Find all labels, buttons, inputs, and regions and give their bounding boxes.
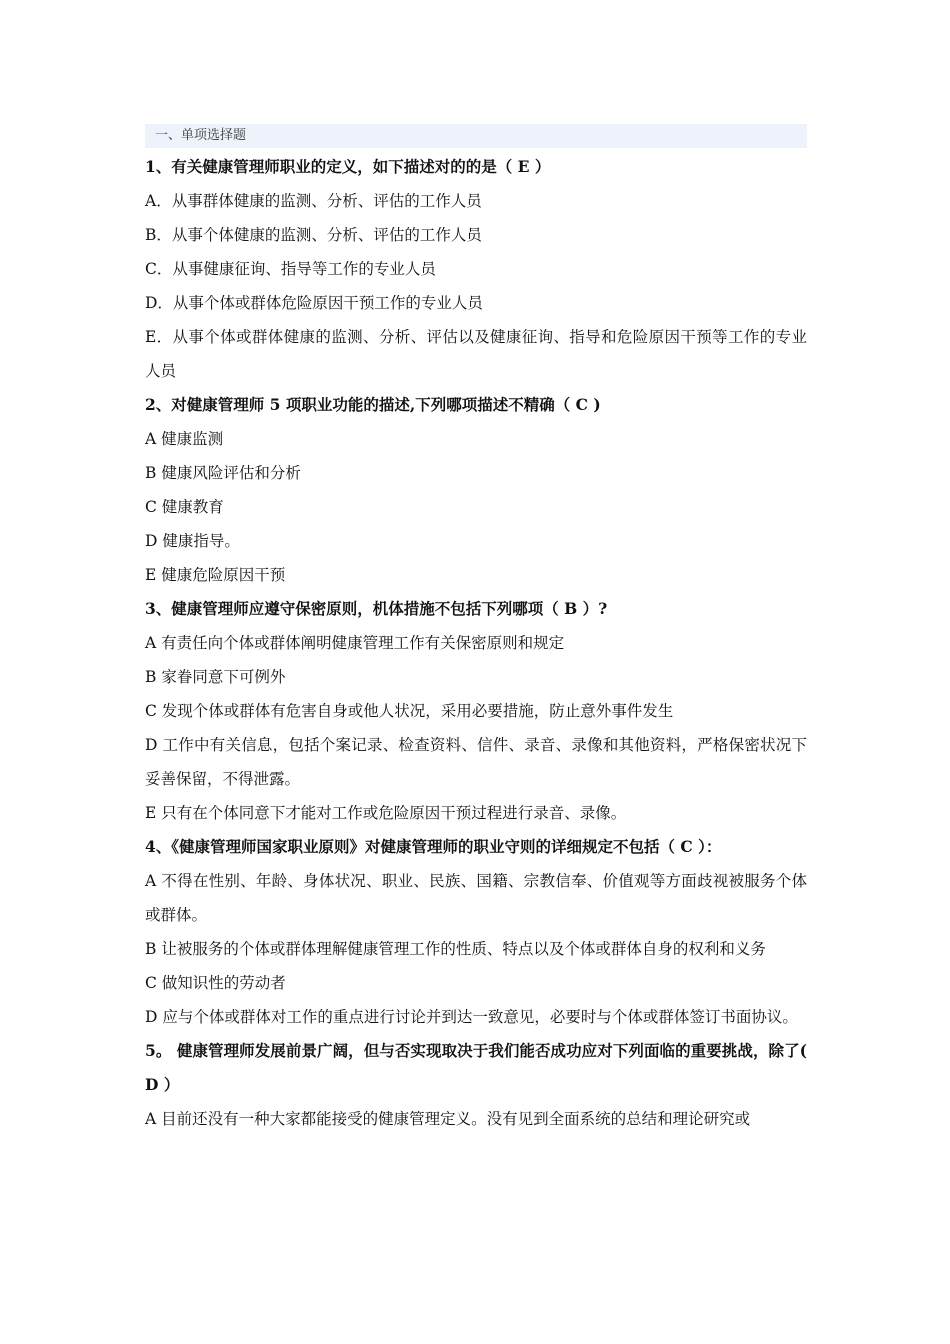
question-3-option-d: D 工作中有关信息，包括个案记录、检查资料、信件、录音、录像和其他资料，严格保密状况下妥善保留，不得泄露。 — [145, 736, 807, 788]
question-1-stem: 1、有关健康管理师职业的定义，如下描述对的的是（ E ） — [145, 157, 551, 176]
question-2-option-b: B 健康风险评估和分析 — [145, 464, 301, 482]
question-1-option-e: E．从事个体或群体健康的监测、分析、评估以及健康征询、指导和危险原因干预等工作的专业人员 — [145, 328, 807, 380]
question-3-option-a: A 有责任向个体或群体阐明健康管理工作有关保密原则和规定 — [145, 634, 565, 652]
question-1-option-d: D．从事个体或群体危险原因干预工作的专业人员 — [145, 294, 483, 312]
question-4-stem: 4、《健康管理师国家职业原则》对健康管理师的职业守则的详细规定不包括（ C ）： — [145, 837, 722, 856]
question-3-option-e: E 只有在个体同意下才能对工作或危险原因干预过程进行录音、录像。 — [145, 804, 627, 822]
question-3-option-c: C 发现个体或群体有危害自身或他人状况，采用必要措施，防止意外事件发生 — [145, 702, 674, 720]
question-1-option-a: A．从事群体健康的监测、分析、评估的工作人员 — [145, 192, 482, 210]
question-1-option-c: C．从事健康征询、指导等工作的专业人员 — [145, 260, 436, 278]
question-5-option-a: A 目前还没有一种大家都能接受的健康管理定义。没有见到全面系统的总结和理论研究或 — [145, 1110, 751, 1128]
section-title: 一、单项选择题 — [145, 124, 807, 148]
question-1-option-b: B．从事个体健康的监测、分析、评估的工作人员 — [145, 226, 482, 244]
question-4-option-d: D 应与个体或群体对工作的重点进行讨论并到达一致意见，必要时与个体或群体签订书面协议。 — [145, 1008, 798, 1026]
question-4-option-c: C 做知识性的劳动者 — [145, 974, 286, 992]
question-2-option-c: C 健康教育 — [145, 498, 224, 516]
question-4-option-b: B 让被服务的个体或群体理解健康管理工作的性质、特点以及个体或群体自身的权利和义务 — [145, 940, 766, 958]
question-2-stem: 2、对健康管理师 5 项职业功能的描述,下列哪项描述不精确（ C ) — [145, 395, 601, 414]
question-2-option-d: D 健康指导。 — [145, 532, 240, 550]
question-2-option-a: A 健康监测 — [145, 430, 224, 448]
question-5-stem: 5。 健康管理师发展前景广阔，但与否实现取决于我们能否成功应对下列面临的重要挑战，除了( D ） — [145, 1041, 807, 1094]
question-3-stem: 3、健康管理师应遵守保密原则，机体措施不包括下列哪项（ B ）? — [145, 599, 608, 618]
question-4-option-a: A 不得在性别、年龄、身体状况、职业、民族、国籍、宗教信奉、价值观等方面歧视被服务个体或群体。 — [145, 872, 807, 924]
question-2-option-e: E 健康危险原因干预 — [145, 566, 286, 584]
question-3-option-b: B 家眷同意下可例外 — [145, 668, 286, 686]
document-page — [145, 124, 807, 1136]
